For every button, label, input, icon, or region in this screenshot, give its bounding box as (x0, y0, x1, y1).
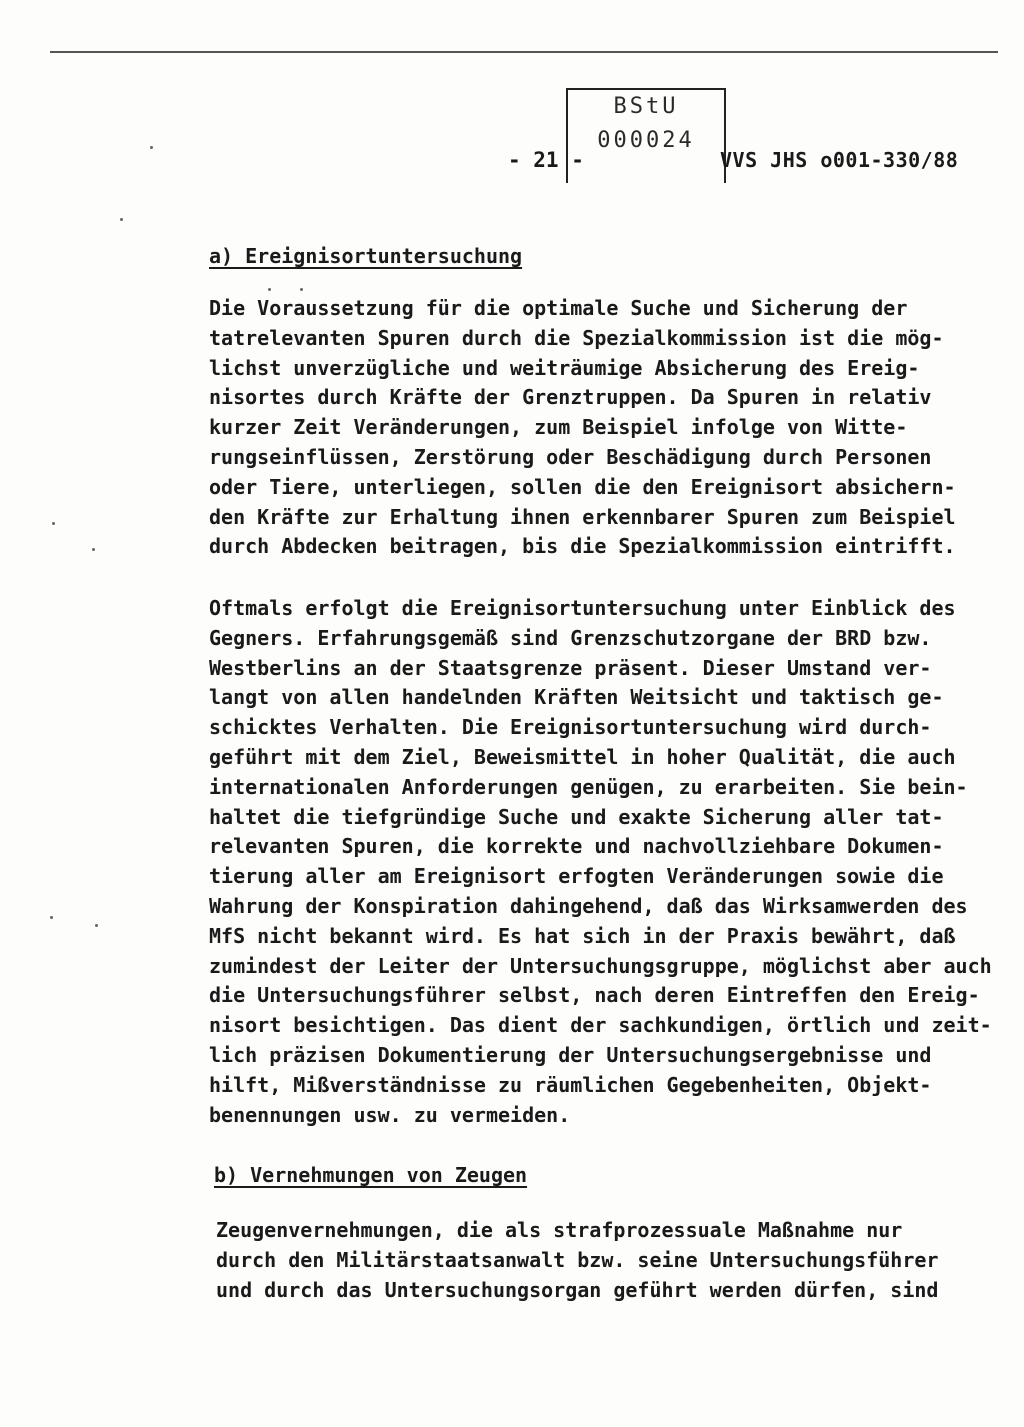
scan-speck (92, 548, 95, 551)
text-line: haltet die tiefgründige Suche und exakte Sicherung aller tat- (209, 804, 944, 829)
text-line: kurzer Zeit Veränderungen, zum Beispiel infolge von Witte- (209, 415, 908, 440)
text-line: hilft, Mißverständnisse zu räumlichen Gegebenheiten, Objekt- (209, 1072, 932, 1097)
text-line: nisort besichtigen. Das dient der sachkundigen, örtlich und zeit- (209, 1013, 992, 1038)
text-line: oder Tiere, unterliegen, sollen die den Ereignisort absichern- (209, 474, 956, 499)
stamp-org: BStU (613, 94, 679, 119)
text-line: benennungen usw. zu vermeiden. (209, 1102, 571, 1127)
document-reference: VVS JHS o001-330/88 (720, 148, 959, 172)
text-line: den Kräfte zur Erhaltung ihnen erkennbarer Spuren zum Beispiel (209, 504, 956, 529)
scan-speck (95, 924, 98, 927)
text-line: MfS nicht bekannt wird. Es hat sich in der Praxis bewährt, daß (209, 923, 956, 948)
text-line: tierung aller am Ereignisort erfogten Veränderungen sowie die (209, 864, 944, 889)
text-line: durch den Militärstaatsanwalt bzw. seine Untersuchungsführer (216, 1247, 939, 1272)
text-line: tatrelevanten Spuren durch die Spezialkommission ist die mög- (209, 325, 944, 350)
text-line: zumindest der Leiter der Untersuchungsgruppe, möglichst aber auch (209, 953, 992, 978)
text-line: internationalen Anforderungen genügen, zu erarbeiten. Sie bein- (209, 774, 968, 799)
text-line: die Untersuchungsführer selbst, nach deren Eintreffen den Ereig- (209, 983, 980, 1008)
text-line: durch Abdecken beitragen, bis die Spezialkommission eintrifft. (209, 534, 956, 559)
text-line: und durch das Untersuchungsorgan geführt werden dürfen, sind (216, 1277, 939, 1302)
text-line: lichst unverzügliche und weiträumige Absicherung des Ereig- (209, 355, 920, 380)
text-line: Wahrung der Konspiration dahingehend, daß das Wirksamwerden des (209, 893, 968, 918)
paragraph-a2 (209, 594, 1009, 1130)
text-line: rungseinflüssen, Zerstörung oder Beschädigung durch Personen (209, 444, 932, 469)
scan-speck (120, 218, 123, 221)
paragraph-b1 (216, 1216, 1016, 1305)
text-line: lich präzisen Dokumentierung der Untersuchungsergebnisse und (209, 1042, 932, 1067)
scan-speck (150, 146, 153, 149)
page-number: - 21 - (508, 148, 584, 172)
section-heading-a: a) Ereignisortuntersuchung (209, 244, 523, 268)
text-line: Die Voraussetzung für die optimale Suche und Sicherung der (209, 296, 908, 320)
scan-speck (50, 916, 53, 919)
text-line: relevanten Spuren, die korrekte und nachvollziehbare Dokumen- (209, 834, 944, 859)
text-line: langt von allen handelnden Kräften Weitsicht und taktisch ge- (209, 685, 944, 710)
text-line: Zeugenvernehmungen, die als strafprozessuale Maßnahme nur (216, 1218, 903, 1242)
top-rule (50, 51, 998, 53)
stamp-number: 000024 (597, 128, 695, 153)
section-heading-b: b) Vernehmungen von Zeugen (214, 1163, 528, 1187)
scan-speck (268, 288, 271, 291)
scan-speck (52, 522, 55, 525)
text-line: Westberlins an der Staatsgrenze präsent. Dieser Umstand ver- (209, 655, 932, 680)
text-line: nisortes durch Kräfte der Grenztruppen. Da Spuren in relativ (209, 385, 932, 410)
text-line: geführt mit dem Ziel, Beweismittel in hoher Qualität, die auch (209, 744, 956, 769)
text-line: Gegners. Erfahrungsgemäß sind Grenzschutzorgane der BRD bzw. (209, 625, 932, 650)
archive-stamp (566, 88, 726, 183)
text-line: schicktes Verhalten. Die Ereignisortuntersuchung wird durch- (209, 715, 932, 740)
scan-speck (300, 288, 303, 291)
text-line: Oftmals erfolgt die Ereignisortuntersuchung unter Einblick des (209, 596, 956, 620)
paragraph-a1 (209, 294, 1009, 562)
